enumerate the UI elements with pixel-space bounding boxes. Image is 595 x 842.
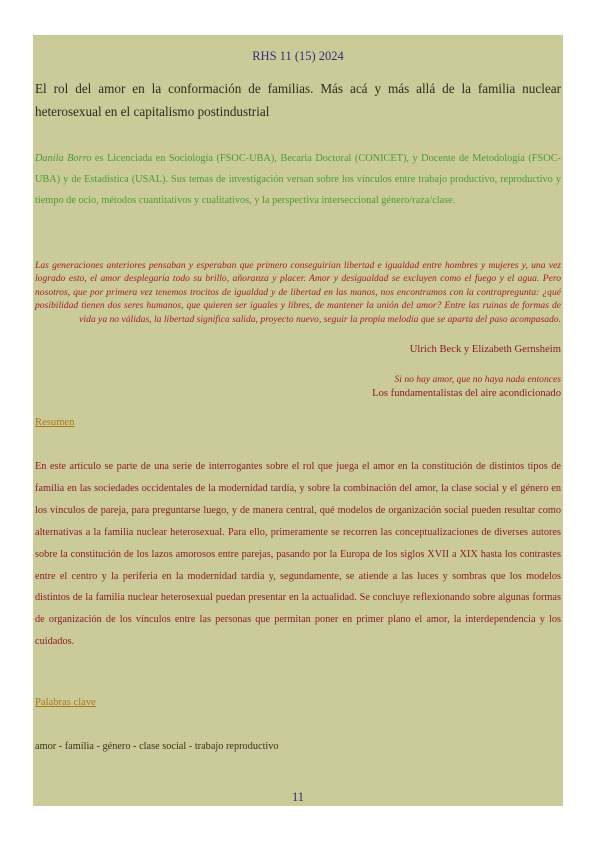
article-title: El rol del amor en la conformación de familias. Más acá y más allá de la familia nuclear heterosexual en el capitalismo postindustrial bbox=[35, 81, 561, 119]
page-number: 11 bbox=[291, 790, 305, 804]
author-bio-text: es Licenciada en Sociología (FSOC-UBA), Becaria Doctoral (CONICET), y Docente de Metodología (FSOC-UBA) y de Estadística (USAL). Sus temas de investigación versan sobre los vínculos entre trabajo productivo, reproductivo y tiempo de ocio, métodos cuantitativos y cualitativos, y la perspectiva interseccional género/raza/clase. bbox=[35, 153, 561, 206]
author-bio bbox=[35, 148, 561, 211]
epigraph-attribution: Ulrich Beck y Elizabeth Gernsheim bbox=[409, 344, 561, 355]
keywords-list: amor - familia - género - clase social - trabajo reproductivo bbox=[35, 741, 279, 752]
author-name: Danila Borro bbox=[35, 153, 92, 164]
abstract-text: En este artículo se parte de una serie de interrogantes sobre el rol que juega el amor en la constitución de distintos tipos de familia en las sociedades occidentales de la modernidad tardía, y sobre la combinación del amor, la clase social y el género en los vínculos de pareja, para preguntarse luego, y de manera central, qué modelos de organización social pueden resultar como alternativas a la familia nuclear heterosexual. Para ello, primeramente se recorren las conceptualizaciones de diverses autores sobre la constitución de los lazos amorosos entre parejas, pasando por la Europa de los siglos XVII a XIX hasta los contrastes entre el centro y la periferia en la modernidad tardía y, segundamente, se atiende a las luces y sombras que los modelos distintos de la familia nuclear heterosexual puedan presentar en la actualidad. Se concluye reflexionando sobre algunas formas de organización de los vínculos entre las personas que permitan poner en primer plano el amor, la interdependencia y los cuidados. bbox=[35, 461, 561, 648]
second-quote-attribution: Los fundamentalistas del aire acondicionado bbox=[372, 388, 561, 399]
keywords-heading: Palabras clave bbox=[35, 697, 96, 708]
resumen-heading: Resumen bbox=[35, 417, 75, 428]
journal-header: RHS 11 (15) 2024 bbox=[252, 49, 344, 63]
second-quote: Si no hay amor, que no haya nada entonces bbox=[394, 374, 561, 385]
epigraph-quote: Las generaciones anteriores pensaban y esperaban que primero conseguirían libertad e igualdad entre hombres y mujeres y, una vez logrado esto, el amor desplegaría todo su brillo, añoranza y placer. Amor y desigualdad se excluyen como el fuego y el agua. Pero nosotros, que por primera vez tenemos trocitos de igualdad y de libertad en las manos, nos encontramos con la contrapregunta: ¿qué posibilidad tienen dos seres humanos, que quieren ser iguales y libres, de mantener la unión del amor? Entre las ruinas de formas de vida ya no válidas, la libertad significa salida, proyecto nuevo, seguir la propia melodía que se aparta del paso acompasado. bbox=[35, 260, 561, 325]
page-panel bbox=[33, 35, 563, 806]
